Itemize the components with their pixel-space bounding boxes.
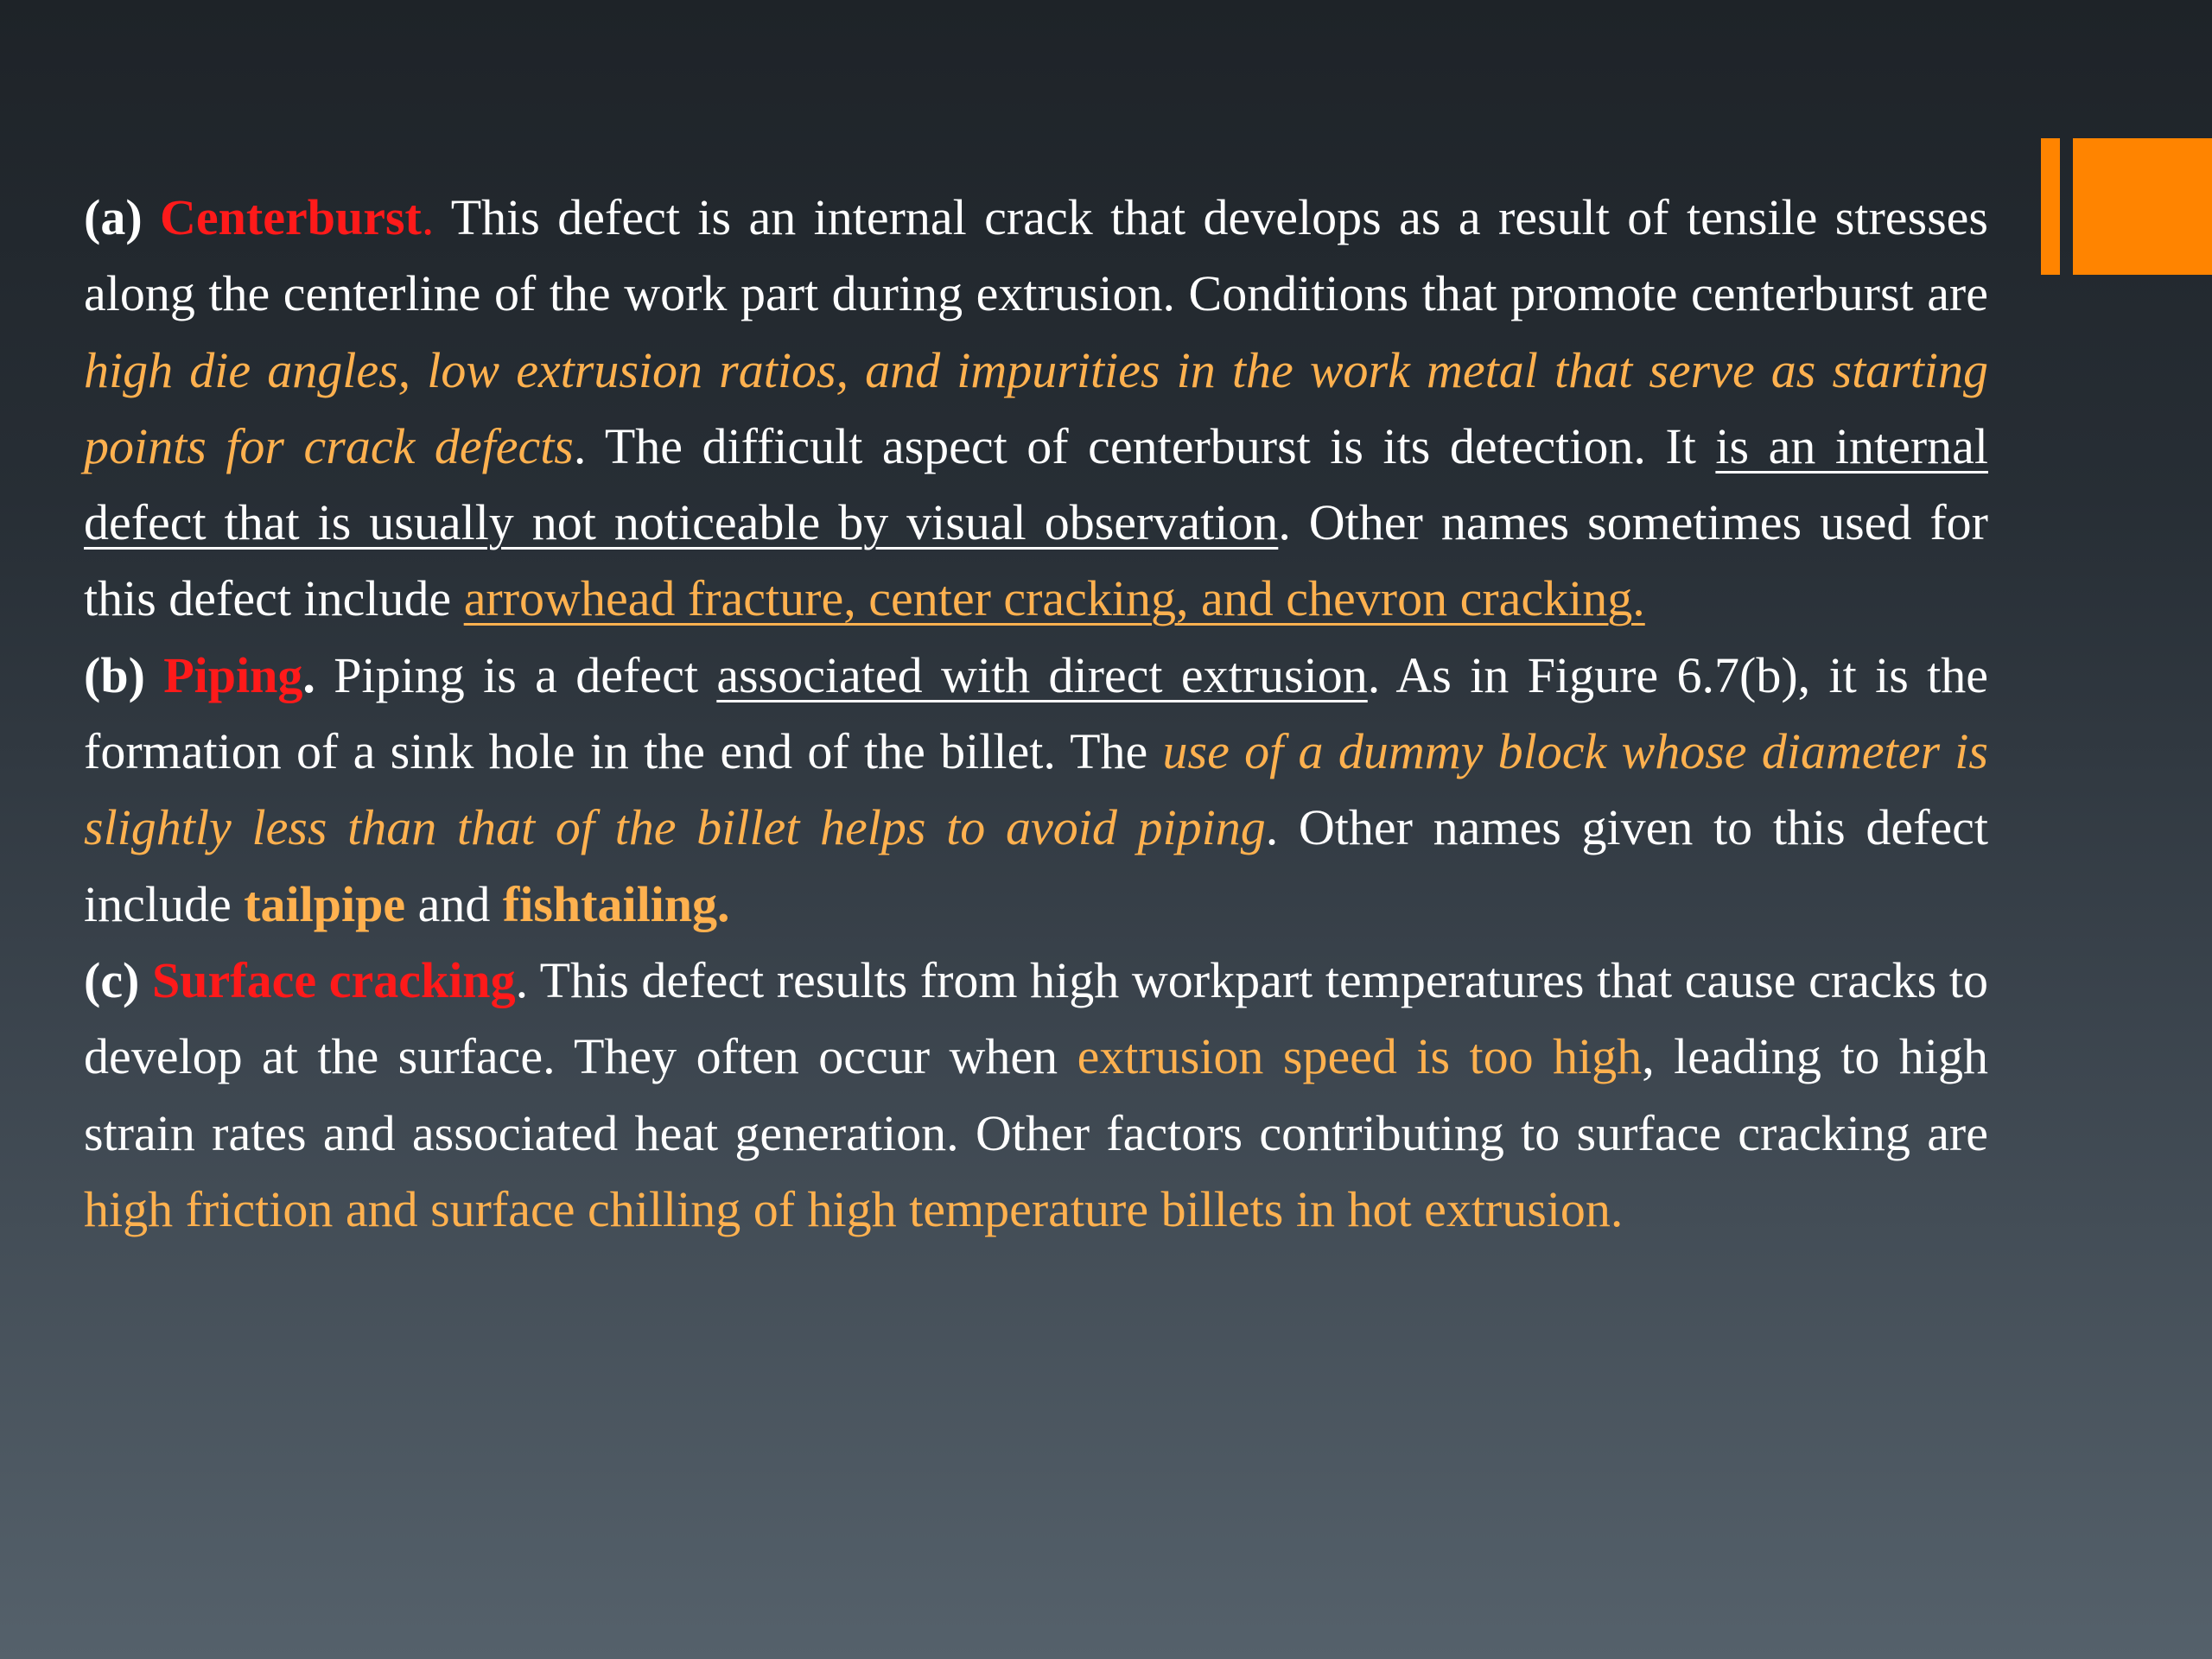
defect-term: Surface cracking: [152, 951, 516, 1008]
text-segment: . Other names sometimes used for this defect include: [84, 494, 1988, 627]
alternate-names: arrowhead fracture, center cracking, and chevron cracking.: [463, 570, 1645, 627]
text-segment: This defect is an internal crack that develops as a result of tensile stresses along the centerline of the work part during extrusion. Conditions that promote centerburst are: [84, 189, 1988, 322]
text-segment: and: [405, 875, 503, 932]
text-segment: . The difficult aspect of centerburst is its detection. It: [573, 417, 1716, 474]
underlined-text: associated with direct extrusion: [716, 646, 1368, 703]
underlined-text: is an internal defect that is usually not noticeable by visual observation: [84, 417, 1989, 551]
alternate-name: fishtailing.: [502, 875, 730, 932]
defect-term: Centerburst: [160, 189, 422, 245]
text-segment: . As in Figure 6.7(b), it is the formation of a sink hole in the end of the billet. The: [84, 646, 1988, 780]
paragraph-piping: [84, 638, 1988, 943]
slide-body: [84, 180, 1988, 1248]
highlighted-text: use of a dummy block whose diameter is slightly less than that of the billet helps to avoid piping: [84, 723, 1988, 856]
item-label: (a): [84, 189, 161, 245]
text-segment: , leading to high strain rates and associated heat generation. Other factors contributing to surface cracking are: [84, 1028, 1988, 1161]
item-label: (c): [84, 951, 153, 1008]
paragraph-centerburst: [84, 180, 1988, 638]
item-label: (b): [84, 646, 164, 703]
paragraph-surface-cracking: [84, 943, 1988, 1248]
highlighted-text: extrusion speed is too high: [1077, 1028, 1643, 1085]
text-segment: . Other names given to this defect include: [84, 799, 1988, 932]
accent-bar-block: [2073, 138, 2212, 275]
text-segment: Piping is a defect: [315, 646, 717, 703]
text-segment: .: [421, 189, 435, 245]
defect-term: Piping: [163, 646, 303, 703]
text-segment: . This defect results from high workpart temperatures that cause cracks to develop at the surface. They often occur when: [84, 951, 1988, 1085]
alternate-name: tailpipe: [244, 875, 406, 932]
accent-bar-thin: [2041, 138, 2060, 275]
highlighted-text: high die angles, low extrusion ratios, and impurities in the work metal that serve as starting points for crack defects: [84, 341, 1988, 474]
highlighted-text: high friction and surface chilling of high temperature billets in hot extrusion.: [84, 1180, 1624, 1237]
item-label: .: [302, 646, 315, 703]
